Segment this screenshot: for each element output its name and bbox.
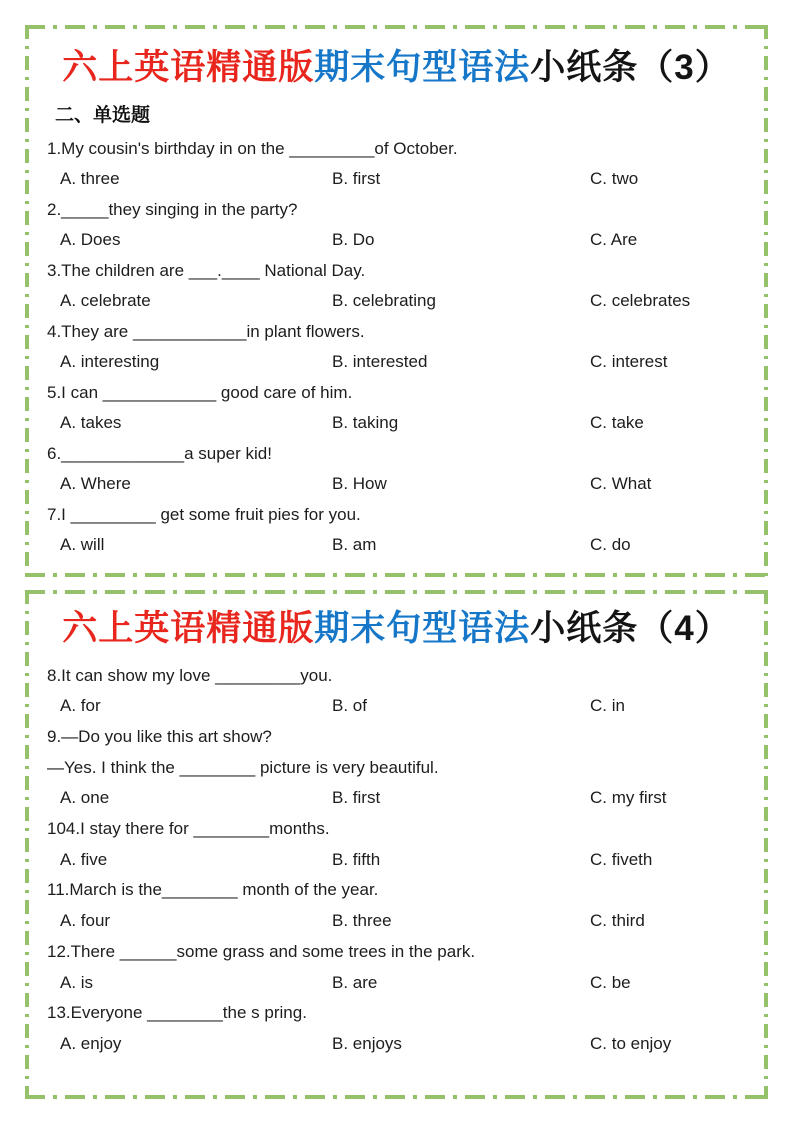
option-c: C. two xyxy=(590,169,639,188)
question-options xyxy=(47,968,746,999)
option-b: B. of xyxy=(332,696,367,716)
option-a: A. four xyxy=(60,911,111,931)
option-b: B. are xyxy=(332,972,378,992)
question-options xyxy=(47,286,746,317)
worksheet-title-3 xyxy=(47,45,746,91)
question-options xyxy=(47,225,746,256)
title-part-black: 小纸条（4） xyxy=(530,609,731,648)
option-a: A. for xyxy=(60,696,101,716)
option-b: B. Do xyxy=(332,230,375,249)
option-c: C. in xyxy=(590,696,625,716)
option-a: A. five xyxy=(60,849,108,869)
dashed-border-bottom xyxy=(25,1095,768,1099)
option-b: B. first xyxy=(332,169,381,188)
option-b: B. am xyxy=(332,535,377,554)
question-options xyxy=(47,408,746,439)
option-c: C. fiveth xyxy=(590,849,653,869)
option-b: B. first xyxy=(332,788,381,808)
dashed-border-right xyxy=(764,25,768,577)
question-options xyxy=(47,691,746,722)
section-heading: 二、单选题 xyxy=(55,104,151,126)
option-c: C. What xyxy=(590,474,652,493)
question-options xyxy=(47,164,746,195)
question-stem: 104.I stay there for ________months. xyxy=(47,819,330,839)
question-6 xyxy=(47,439,746,500)
question-stem: 3.The children are ___.____ National Day. xyxy=(47,260,366,280)
option-a: A. will xyxy=(60,535,105,554)
question-stem: 12.There ______some grass and some trees in the park. xyxy=(47,941,476,961)
title-part-blue: 期末句型语法 xyxy=(314,609,531,648)
option-a: A. celebrate xyxy=(60,291,151,310)
question-stem: 11.March is the________ month of the year. xyxy=(47,880,379,900)
question-stem: 2._____they singing in the party? xyxy=(47,199,298,219)
option-c: C. do xyxy=(590,535,631,554)
question-options xyxy=(47,347,746,378)
question-options xyxy=(47,845,746,876)
question-stem: 9.—Do you like this art show? xyxy=(47,726,272,746)
question-11 xyxy=(47,875,746,936)
question-options xyxy=(47,530,746,561)
dashed-border-left xyxy=(25,25,29,577)
worksheet-card-4 xyxy=(25,590,768,1099)
option-b: B. taking xyxy=(332,413,399,432)
option-c: C. my first xyxy=(590,788,667,808)
dashed-border-top xyxy=(25,25,768,29)
option-a: A. three xyxy=(60,169,120,188)
title-part-red: 六上英语精通版 xyxy=(62,609,315,648)
option-b: B. interested xyxy=(332,352,428,371)
option-a: A. takes xyxy=(60,413,122,432)
dashed-border-top xyxy=(25,590,768,594)
question-stem: 1.My cousin's birthday in on the _________of October. xyxy=(47,138,458,158)
option-a: A. one xyxy=(60,788,110,808)
question-stem: 4.They are ____________in plant flowers. xyxy=(47,321,365,341)
option-b: B. three xyxy=(332,911,392,931)
question-stem: 5.I can ____________ good care of him. xyxy=(47,382,353,402)
option-c: C. third xyxy=(590,911,645,931)
question-3 xyxy=(47,256,746,317)
option-a: A. is xyxy=(60,972,94,992)
worksheet-card-3 xyxy=(25,25,768,577)
question-options xyxy=(47,1029,746,1060)
question-4 xyxy=(47,317,746,378)
title-part-blue: 期末句型语法 xyxy=(314,48,531,87)
option-b: B. How xyxy=(332,474,387,493)
option-a: A. Where xyxy=(60,474,131,493)
question-13 xyxy=(47,998,746,1059)
question-10 xyxy=(47,814,746,875)
question-9 xyxy=(47,722,746,814)
question-stem-line2: —Yes. I think the ________ picture is very beautiful. xyxy=(47,757,439,777)
option-c: C. Are xyxy=(590,230,638,249)
option-b: B. enjoys xyxy=(332,1033,402,1053)
question-8 xyxy=(47,661,746,722)
question-12 xyxy=(47,937,746,998)
question-1 xyxy=(47,134,746,195)
option-b: B. fifth xyxy=(332,849,381,869)
question-stem: 6._____________a super kid! xyxy=(47,443,272,463)
question-2 xyxy=(47,195,746,256)
option-a: A. Does xyxy=(60,230,121,249)
option-c: C. to enjoy xyxy=(590,1033,672,1053)
question-stem: 13.Everyone ________the s pring. xyxy=(47,1003,307,1023)
option-a: A. interesting xyxy=(60,352,160,371)
question-5 xyxy=(47,378,746,439)
question-options xyxy=(47,906,746,937)
question-stem: 8.It can show my love _________you. xyxy=(47,665,333,685)
question-stem: 7.I _________ get some fruit pies for you. xyxy=(47,504,361,524)
dashed-border-left xyxy=(25,590,29,1099)
option-b: B. celebrating xyxy=(332,291,436,310)
dashed-border-bottom xyxy=(25,573,768,577)
question-options xyxy=(47,783,746,814)
title-part-red: 六上英语精通版 xyxy=(62,48,315,87)
dashed-border-right xyxy=(764,590,768,1099)
option-a: A. enjoy xyxy=(60,1033,122,1053)
question-options xyxy=(47,469,746,500)
option-c: C. take xyxy=(590,413,644,432)
title-part-black: 小纸条（3） xyxy=(530,48,731,87)
question-7 xyxy=(47,500,746,561)
option-c: C. be xyxy=(590,972,631,992)
worksheet-title-4 xyxy=(47,606,746,652)
option-c: C. celebrates xyxy=(590,291,691,310)
option-c: C. interest xyxy=(590,352,668,371)
